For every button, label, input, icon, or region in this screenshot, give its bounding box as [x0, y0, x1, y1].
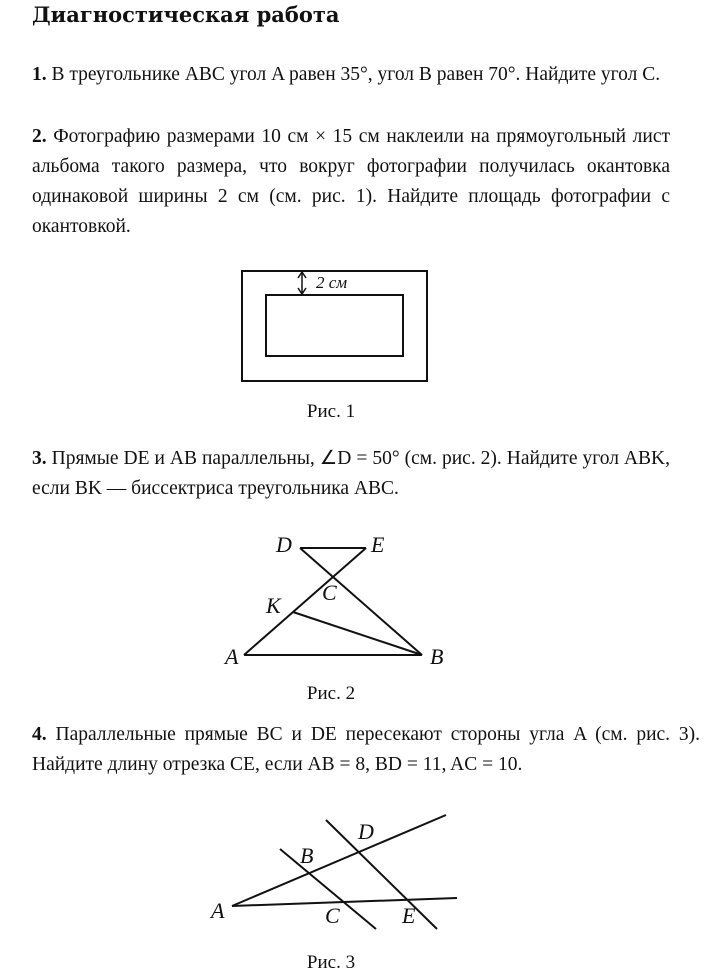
segment-EA	[244, 548, 366, 655]
point-D-label: D	[276, 532, 292, 557]
point-C-label: C	[325, 903, 340, 928]
ray-AD	[232, 815, 446, 906]
segment-DB	[300, 548, 422, 655]
problem-text: Параллельные прямые BC и DE пересекают стороны угла A (см. рис. 3). Найдите длину отрезка CE, если AB = 8, BD = 11, AC = 10.	[32, 724, 700, 775]
point-A-label: A	[211, 898, 225, 923]
problem-3	[0, 444, 670, 504]
point-E-label: E	[402, 903, 416, 928]
problem-text: В треугольнике ABC угол A равен 35°, угол B равен 70°. Найдите угол C.	[51, 64, 661, 85]
problem-4	[0, 720, 700, 780]
point-C-label: C	[322, 580, 337, 605]
figure-3-caption: Рис. 3	[306, 952, 356, 973]
point-B-label: B	[430, 644, 444, 669]
page-title: Диагностическая работа	[32, 2, 340, 27]
problem-text: Прямые DE и AB параллельны, ∠D = 50° (см. рис. 2). Найдите угол ABK, если BK — биссектриса треугольника ABC.	[32, 448, 670, 499]
point-A-label: A	[225, 644, 239, 669]
problem-number: 4.	[32, 724, 47, 745]
figure-3	[232, 815, 457, 929]
point-D-label: D	[358, 819, 374, 844]
problem-number: 3.	[32, 448, 47, 469]
point-K-label: K	[266, 593, 281, 618]
point-E-label: E	[371, 532, 385, 557]
width-label: 2 см	[316, 273, 348, 292]
line-DE	[326, 820, 437, 929]
figure-2-caption: Рис. 2	[306, 683, 356, 704]
figure-1-caption: Рис. 1	[306, 401, 356, 422]
problem-text: Фотографию размерами 10 см × 15 см наклеили на прямоугольный лист альбома такого размера, что вокруг фотографии получилась окантовка одинаковой ширины 2 см (см. рис. 1). Найдите площадь фотографии с окантовкой.	[32, 126, 671, 237]
photo-rectangle	[266, 295, 403, 356]
point-B-label: B	[300, 843, 314, 868]
problem-number: 2.	[32, 126, 47, 147]
problem-number: 1.	[32, 64, 47, 85]
bisector-BK	[293, 612, 422, 655]
